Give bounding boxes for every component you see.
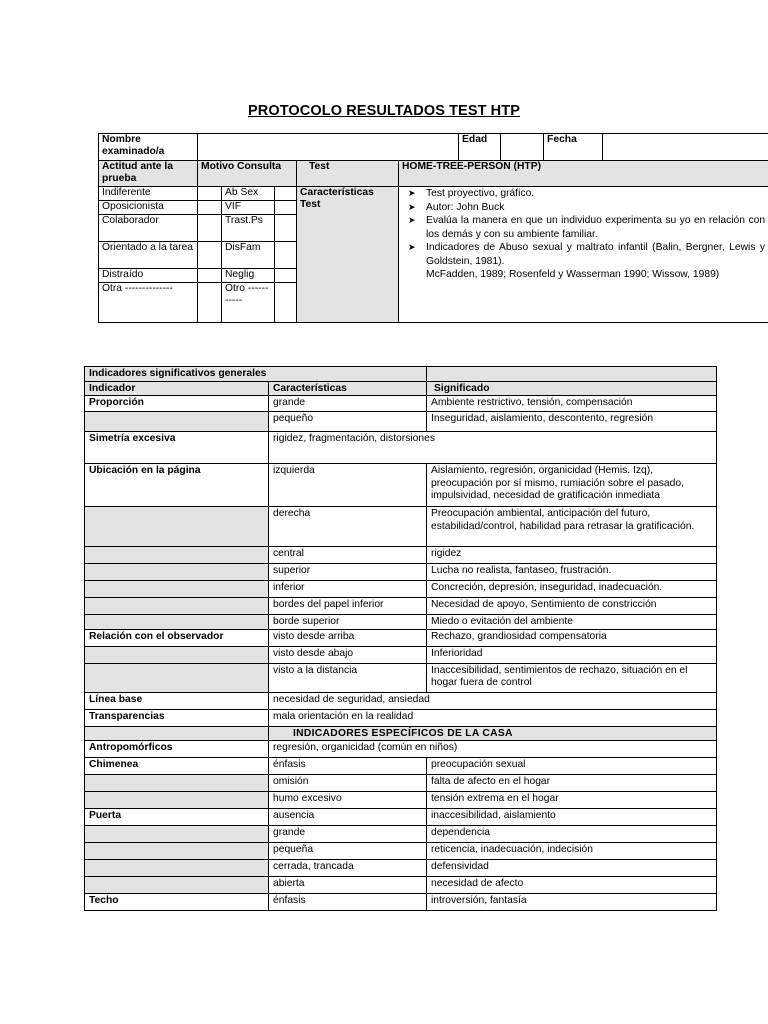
indicador-cell [85, 581, 269, 598]
caracteristicas-cell: visto desde abajo [269, 646, 427, 663]
caracteristicas-cell: derecha [269, 507, 427, 547]
caracteristicas-cell: énfasis [269, 894, 427, 911]
motivo-checkbox[interactable] [275, 269, 297, 283]
motivo-option: Neglig [222, 269, 275, 283]
significado-cell: defensividad [427, 860, 717, 877]
table-row [85, 547, 717, 564]
table-row [85, 709, 717, 726]
edad-field[interactable] [501, 134, 544, 161]
bullet-continuation: McFadden, 1989; Rosenfeld y Wasserman 1990; Wissow, 1989) [426, 269, 720, 280]
page-title: PROTOCOLO RESULTADOS TEST HTP [248, 103, 520, 119]
indicador-cell [85, 412, 269, 432]
caracteristicas-cell: pequeño [269, 412, 427, 432]
motivo-checkbox[interactable] [275, 283, 297, 323]
indicador-cell [85, 598, 269, 615]
indicador-cell [85, 663, 269, 692]
table-row [85, 646, 717, 663]
actitud-checkbox[interactable] [198, 201, 222, 215]
indicador-cell [85, 843, 269, 860]
significado-cell: inaccesibilidad, aislamiento [427, 809, 717, 826]
table-row [85, 826, 717, 843]
caracteristicas-cell: visto desde arriba [269, 629, 427, 646]
caracteristicas-cell: visto a la distancia [269, 663, 427, 692]
test-value: HOME-TREE-PERSON (HTP) [399, 161, 768, 187]
table-row [85, 792, 717, 809]
caracteristicas-cell: inferior [269, 581, 427, 598]
table-row [85, 894, 717, 911]
arrow-icon: ➤ [408, 188, 416, 198]
significado-cell: Aislamiento, regresión, organicidad (Hemis. Izq), preocupación por sí mismo, rumiación sobre el pasado, impulsividad, necesidad de gratificación inmediata [427, 464, 717, 507]
arrow-icon: ➤ [408, 242, 416, 252]
column-header-caracteristicas: Características [269, 381, 427, 396]
test-label: Test [297, 161, 399, 187]
section-header: Indicadores significativos generales [85, 367, 427, 382]
caracteristicas-cell: grande [269, 396, 427, 412]
table-row [85, 843, 717, 860]
table-row [85, 464, 717, 507]
indicador-cell [85, 860, 269, 877]
column-header-indicador: Indicador [85, 381, 269, 396]
motivo-checkbox[interactable] [275, 187, 297, 201]
motivo-option: VIF [222, 201, 275, 215]
table-row [85, 598, 717, 615]
table-row [85, 615, 717, 630]
caracteristicas-content [399, 187, 768, 323]
indicador-cell: Chimenea [85, 758, 269, 775]
indicador-cell [85, 877, 269, 894]
motivo-checkbox[interactable] [275, 242, 297, 269]
arrow-icon: ➤ [408, 201, 416, 212]
caracteristicas-cell: mala orientación en la realidad [269, 709, 717, 726]
significado-cell: Preocupación ambiental, anticipación del futuro, estabilidad/control, habilidad para retrasar la gratificación. [427, 507, 717, 547]
nombre-field[interactable] [198, 134, 459, 161]
significado-cell: dependencia [427, 826, 717, 843]
caracteristicas-cell: cerrada, trancada [269, 860, 427, 877]
table-row [85, 432, 717, 464]
indicador-cell [85, 615, 269, 630]
caracteristicas-label: Características Test [297, 187, 399, 323]
caracteristicas-cell: necesidad de seguridad, ansiedad [269, 692, 717, 709]
table-row [85, 877, 717, 894]
actitud-option: Distraído [99, 269, 198, 283]
significado-cell: Lucha no realista, fantaseo, frustración. [427, 564, 717, 581]
bullet-item: ➤ Evalúa la manera en que un individuo experimenta su yo en relación con los demás y con su ambiente familiar. [408, 215, 766, 240]
fecha-field[interactable] [603, 134, 768, 161]
caracteristicas-cell: superior [269, 564, 427, 581]
significado-cell: Ambiente restrictivo, tensión, compensación [427, 396, 717, 412]
actitud-label: Actitud ante la prueba [99, 161, 198, 187]
section-header-blank [427, 367, 717, 382]
caracteristicas-cell: bordes del papel inferior [269, 598, 427, 615]
actitud-option: Indiferente [99, 187, 198, 201]
caracteristicas-cell: pequeña [269, 843, 427, 860]
actitud-option: Colaborador [99, 215, 198, 242]
actitud-option: Orientado a la tarea [99, 242, 198, 269]
nombre-label: Nombre examinado/a [99, 134, 198, 161]
actitud-checkbox[interactable] [198, 269, 222, 283]
table-row [85, 860, 717, 877]
caracteristicas-list [402, 187, 765, 282]
caracteristicas-cell: ausencia [269, 809, 427, 826]
motivo-option: Ab Sex [222, 187, 275, 201]
table-row [85, 507, 717, 547]
caracteristicas-cell: humo excesivo [269, 792, 427, 809]
significado-cell: necesidad de afecto [427, 877, 717, 894]
indicador-cell [85, 547, 269, 564]
significado-cell: Concreción, depresión, inseguridad, inadecuación. [427, 581, 717, 598]
indicador-cell [85, 775, 269, 792]
caracteristicas-cell: central [269, 547, 427, 564]
protocol-header-table [98, 133, 768, 323]
table-row [85, 758, 717, 775]
indicators-table [84, 366, 717, 911]
caracteristicas-cell: omisión [269, 775, 427, 792]
motivo-checkbox[interactable] [275, 201, 297, 215]
significado-cell: Rechazo, grandiosidad compensatoria [427, 629, 717, 646]
significado-cell: preocupación sexual [427, 758, 717, 775]
arrow-icon: ➤ [408, 215, 416, 225]
motivo-label: Motivo Consulta [198, 161, 297, 187]
bullet-item: ➤ Indicadores de Abuso sexual y maltrato infantil (Balin, Bergner, Lewis y Goldstein, 1981). [408, 242, 766, 267]
column-header-significado: Significado [427, 381, 717, 396]
significado-cell: Inaccesibilidad, sentimientos de rechazo, situación en el hogar fuera de control [427, 663, 717, 692]
table-row [85, 581, 717, 598]
table-row [85, 396, 717, 412]
actitud-checkbox[interactable] [198, 242, 222, 269]
indicador-cell: Puerta [85, 809, 269, 826]
actitud-checkbox[interactable] [198, 187, 222, 201]
fecha-label: Fecha [544, 134, 603, 161]
motivo-checkbox[interactable] [275, 215, 297, 242]
caracteristicas-cell: énfasis [269, 758, 427, 775]
caracteristicas-cell: regresión, organicidad (común en niños) [269, 741, 717, 758]
table-row [85, 692, 717, 709]
bullet-item: ➤ Autor: John Buck [408, 201, 505, 213]
indicador-cell [85, 564, 269, 581]
indicador-cell: Transparencias [85, 709, 269, 726]
caracteristicas-cell: izquierda [269, 464, 427, 507]
significado-cell: introversión, fantasía [427, 894, 717, 911]
significado-cell: reticencia, inadecuación, indecisión [427, 843, 717, 860]
indicador-cell [85, 507, 269, 547]
caracteristicas-cell: borde superior [269, 615, 427, 630]
table-row [85, 809, 717, 826]
indicador-cell: Proporción [85, 396, 269, 412]
table-row [85, 564, 717, 581]
actitud-option: Otra -------------- [99, 283, 198, 323]
indicador-cell: Techo [85, 894, 269, 911]
actitud-checkbox[interactable] [198, 283, 222, 323]
section-header-casa: INDICADORES ESPECÍFICOS DE LA CASA [269, 726, 717, 741]
table-row [85, 663, 717, 692]
actitud-checkbox[interactable] [198, 215, 222, 242]
significado-cell: falta de afecto en el hogar [427, 775, 717, 792]
indicador-cell: Línea base [85, 692, 269, 709]
caracteristicas-cell: grande [269, 826, 427, 843]
significado-cell: Miedo o evitación del ambiente [427, 615, 717, 630]
indicador-cell: Simetría excesiva [85, 432, 269, 464]
table-row [85, 629, 717, 646]
table-row [85, 775, 717, 792]
edad-label: Edad [459, 134, 501, 161]
motivo-option: DisFam [222, 242, 275, 269]
caracteristicas-cell: abierta [269, 877, 427, 894]
actitud-option: Oposicionista [99, 201, 198, 215]
bullet-item: ➤ Test proyectivo, gráfico. [408, 188, 535, 199]
indicador-cell [85, 826, 269, 843]
motivo-option: Otro ----------- [222, 283, 275, 323]
indicador-cell [85, 646, 269, 663]
table-row [85, 412, 717, 432]
indicador-cell [85, 792, 269, 809]
section-header-blank [85, 726, 269, 741]
motivo-option: Trast.Ps [222, 215, 275, 242]
significado-cell: Inseguridad, aislamiento, descontento, regresión [427, 412, 717, 432]
significado-cell: Necesidad de apoyo, Sentimiento de constricción [427, 598, 717, 615]
caracteristicas-cell: rigidez, fragmentación, distorsiones [269, 432, 717, 464]
indicador-cell: Ubicación en la página [85, 464, 269, 507]
table-row [85, 741, 717, 758]
indicador-cell: Relación con el observador [85, 629, 269, 646]
significado-cell: rigidez [427, 547, 717, 564]
significado-cell: tensión extrema en el hogar [427, 792, 717, 809]
indicador-cell: Antropomórficos [85, 741, 269, 758]
significado-cell: Inferioridad [427, 646, 717, 663]
